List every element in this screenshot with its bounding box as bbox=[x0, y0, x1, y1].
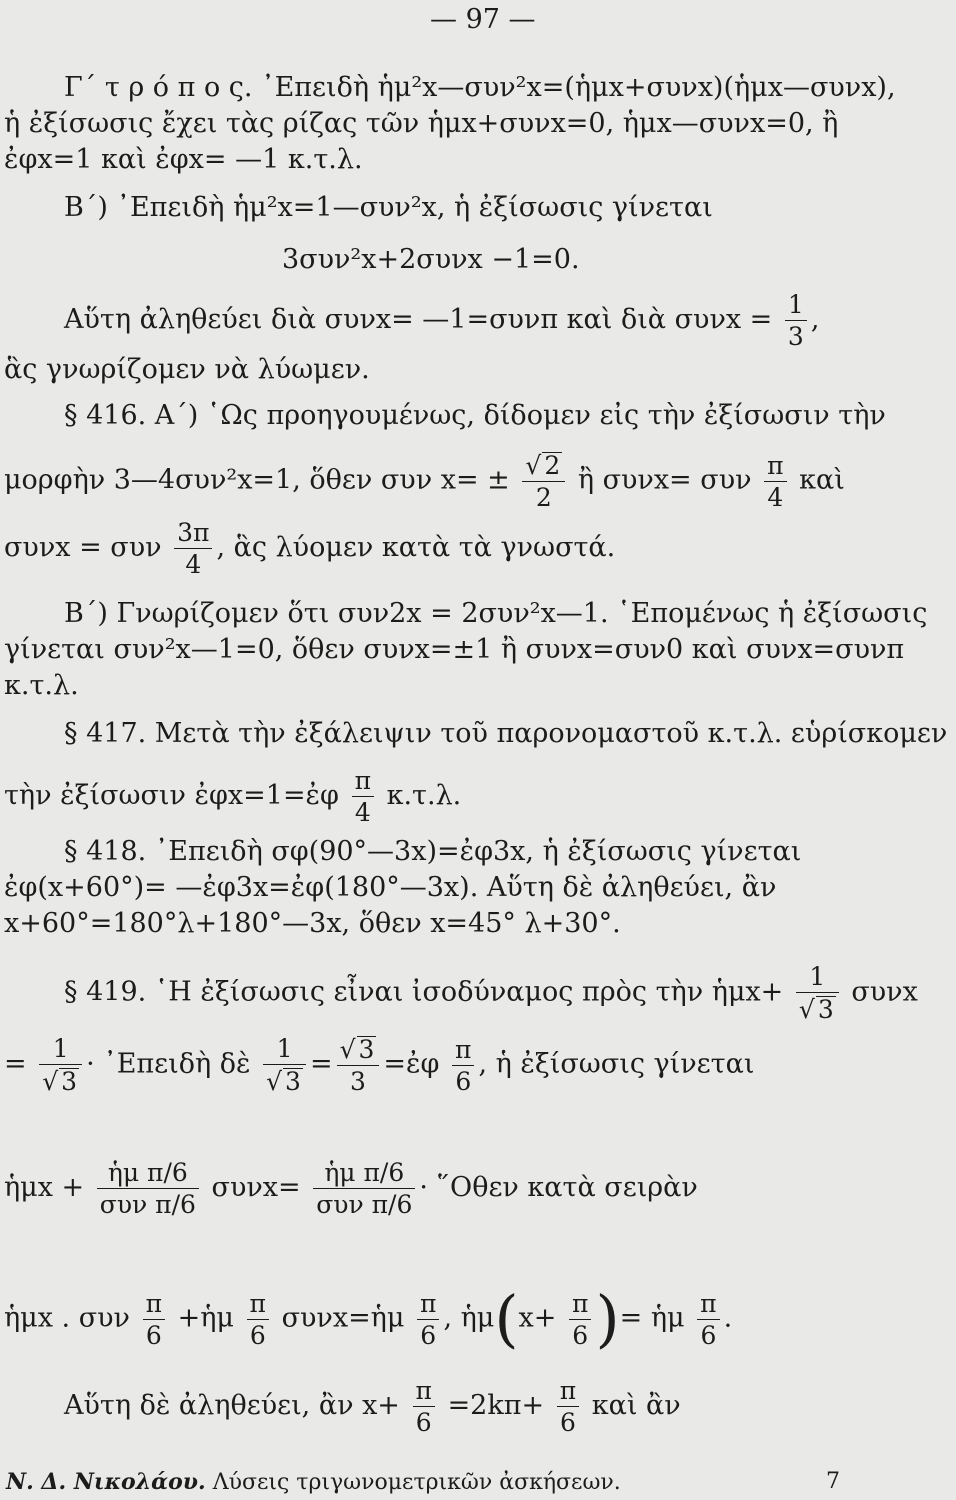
denominator: 6 bbox=[557, 1406, 579, 1435]
text-line: ἐφ(x+60°)= —ἐφ3x=ἐφ(180°—3x). Αὕτη δὲ ἀληθεύει, ἂν bbox=[4, 872, 777, 903]
numerator: ἡμ π/6 bbox=[107, 1158, 188, 1187]
text: ἡμx . συν bbox=[4, 1302, 130, 1334]
text: Αὕτη δὲ ἀληθεύει, ἂν x+ bbox=[64, 1390, 400, 1421]
fraction bbox=[452, 1034, 474, 1096]
text: · ῞Οθεν κατὰ σειρὰν bbox=[419, 1172, 698, 1203]
text-line: κ.τ.λ. bbox=[4, 670, 79, 701]
text: . bbox=[723, 1302, 733, 1334]
denominator: 3 bbox=[337, 1065, 380, 1094]
text: Αὕτη ἀληθεύει διὰ συνx= —1=συνπ καὶ διὰ συνx = bbox=[64, 304, 773, 335]
text-line bbox=[4, 768, 461, 825]
fraction bbox=[557, 1378, 579, 1435]
fraction bbox=[247, 1288, 269, 1350]
section-418: § 418. ᾿Επειδὴ σφ(90°—3x)=ἐφ3x, ἡ ἐξίσωσις γίνεται bbox=[64, 836, 802, 867]
fraction bbox=[337, 1036, 380, 1094]
text-line: ἡ ἐξίσωσις ἔχει τὰς ρίζας τῶν ἡμx+συνx=0, ἡμx—συνx=0, ἢ bbox=[4, 108, 839, 139]
radicand: 3 bbox=[285, 1067, 301, 1096]
text: +ἡμ bbox=[177, 1302, 234, 1334]
radicand: 2 bbox=[544, 451, 561, 480]
numerator: √ 3 bbox=[339, 1035, 375, 1064]
text-line: ἐφx=1 καὶ ἐφx= —1 κ.τ.λ. bbox=[4, 144, 363, 175]
text: καὶ ἂν bbox=[591, 1390, 681, 1421]
numerator: π bbox=[354, 766, 371, 795]
numerator: 1 bbox=[276, 1034, 293, 1063]
fraction bbox=[313, 1160, 415, 1217]
right-paren: ) bbox=[595, 1282, 620, 1355]
denominator: 6 bbox=[417, 1319, 439, 1348]
section-417: § 417. Μετὰ τὴν ἐξάλειψιν τοῦ παρονομαστοῦ κ.τ.λ. εὑρίσκομεν bbox=[64, 718, 948, 749]
text: , ἡ ἐξίσωσις γίνεται bbox=[478, 1048, 755, 1080]
numerator: ἡμ π/6 bbox=[324, 1158, 405, 1187]
fraction bbox=[417, 1288, 439, 1350]
numerator: π bbox=[700, 1288, 717, 1318]
numerator: π bbox=[767, 450, 784, 480]
text: x+ bbox=[518, 1302, 557, 1334]
text: = bbox=[4, 1048, 27, 1080]
text: = ἡμ bbox=[619, 1302, 685, 1334]
text: , ἡμ bbox=[443, 1302, 495, 1334]
denominator: √ 3 bbox=[39, 1064, 82, 1094]
text: συνx= bbox=[211, 1172, 301, 1203]
denominator: 4 bbox=[352, 796, 374, 825]
text: κ.τ.λ. bbox=[386, 780, 462, 811]
text-line bbox=[64, 1378, 681, 1435]
fraction bbox=[569, 1288, 591, 1350]
denominator: 4 bbox=[174, 548, 212, 577]
text: =2kπ+ bbox=[447, 1390, 545, 1421]
text: ἡμx + bbox=[4, 1172, 85, 1203]
text-line: Γ΄ τ ρ ό π ο ς. ᾿Επειδὴ ἡμ²x—συν²x=(ἡμx+συνx)(ἡμx—συνx), bbox=[64, 72, 896, 103]
denominator: 2 bbox=[522, 481, 565, 510]
denominator: 3 bbox=[785, 320, 807, 349]
text-line: ἃς γνωρίζομεν νὰ λύωμεν. bbox=[4, 354, 370, 385]
text: καὶ bbox=[799, 464, 845, 496]
text: συνx bbox=[851, 976, 918, 1008]
numerator: 1 bbox=[809, 962, 826, 991]
numerator: π bbox=[455, 1034, 472, 1064]
denominator: 6 bbox=[697, 1319, 719, 1348]
fraction bbox=[263, 1036, 306, 1094]
fraction bbox=[97, 1160, 199, 1217]
text-line bbox=[4, 520, 615, 577]
text: συνx = συν bbox=[4, 532, 162, 563]
equation: 3συν²x+2συνx −1=0. bbox=[282, 244, 580, 275]
denominator: 6 bbox=[569, 1319, 591, 1348]
radicand: 3 bbox=[358, 1035, 375, 1064]
fraction bbox=[764, 450, 786, 512]
text-line bbox=[4, 1036, 754, 1094]
text: · ᾿Επειδὴ δὲ bbox=[86, 1048, 251, 1080]
text-line: Β΄) ᾿Επειδὴ ἡμ²x=1—συν²x, ἡ ἐξίσωσις γίνεται bbox=[64, 192, 713, 223]
denominator: √ 3 bbox=[796, 992, 839, 1022]
denominator: συν π/6 bbox=[97, 1188, 199, 1217]
text: , ἃς λύομεν κατὰ τὰ γνωστά. bbox=[216, 532, 616, 563]
fraction bbox=[413, 1378, 435, 1435]
footer-author: Ν. Δ. Νικολάου. bbox=[6, 1469, 206, 1495]
text-line: γίνεται συν²x—1=0, ὅθεν συνx=±1 ἢ συνx=συν0 καὶ συνx=συνπ bbox=[4, 634, 905, 665]
numerator: π bbox=[415, 1376, 432, 1405]
footer-title: Λύσεις τριγωνομετρικῶν ἀσκήσεων. bbox=[212, 1470, 621, 1495]
radicand: 3 bbox=[817, 995, 834, 1024]
numerator: π bbox=[420, 1288, 437, 1318]
numerator: π bbox=[249, 1288, 266, 1318]
fraction bbox=[796, 964, 839, 1022]
footer bbox=[6, 1466, 621, 1499]
denominator: 6 bbox=[143, 1319, 165, 1348]
section-419 bbox=[64, 964, 918, 1022]
fraction bbox=[143, 1288, 165, 1350]
denominator: √ 3 bbox=[263, 1064, 306, 1094]
text-line: Αὕτη ἀληθεύει διὰ συνx= —1=συνπ καὶ διὰ συνx = $\frac{1}{3}$ , bbox=[64, 290, 820, 351]
text: ἢ συνx= συν bbox=[577, 464, 752, 496]
numerator: π bbox=[572, 1288, 589, 1318]
text: τὴν ἐξίσωσιν ἐφx=1=ἐφ bbox=[4, 780, 339, 811]
text-line bbox=[4, 1282, 733, 1355]
text: =ἐφ bbox=[383, 1048, 440, 1080]
numerator: π bbox=[559, 1376, 577, 1405]
denominator: 6 bbox=[452, 1065, 474, 1094]
numerator: √ 2 bbox=[525, 451, 561, 480]
section-416: § 416. Α΄) ῾Ως προηγουμένως, δίδομεν εἰς τὴν ἐξίσωσιν τὴν bbox=[64, 400, 886, 431]
numerator: 1 bbox=[787, 290, 804, 319]
numerator: 1 bbox=[52, 1034, 69, 1063]
sheet-number: 7 bbox=[826, 1469, 840, 1494]
denominator: 6 bbox=[413, 1406, 435, 1435]
fraction bbox=[39, 1036, 82, 1094]
fraction bbox=[697, 1288, 719, 1350]
text-line bbox=[4, 452, 845, 510]
denominator: 4 bbox=[764, 481, 786, 510]
fraction bbox=[352, 768, 374, 825]
denominator: συν π/6 bbox=[313, 1188, 415, 1217]
fraction bbox=[174, 520, 212, 577]
page-number: — 97 — bbox=[430, 4, 536, 35]
numerator: π bbox=[145, 1288, 162, 1318]
text-line bbox=[4, 1160, 698, 1217]
text-line: x+60°=180°λ+180°—3x, ὅθεν x=45° λ+30°. bbox=[4, 908, 621, 939]
fraction bbox=[785, 292, 807, 349]
text: συνx=ἡμ bbox=[281, 1302, 405, 1334]
left-paren: ( bbox=[494, 1282, 519, 1355]
text-line: Β΄) Γνωρίζομεν ὅτι συν2x = 2συν²x—1. ῾Επομένως ἡ ἐξίσωσις bbox=[64, 598, 928, 629]
text: § 419. ῾Η ἐξίσωσις εἶναι ἰσοδύναμος πρὸς τὴν ἡμx+ bbox=[64, 976, 784, 1008]
radicand: 3 bbox=[61, 1067, 78, 1096]
text: = bbox=[309, 1048, 333, 1080]
fraction bbox=[522, 452, 565, 510]
denominator: 6 bbox=[247, 1319, 269, 1348]
numerator: 3π bbox=[177, 518, 210, 547]
text: μορφὴν 3—4συν²x=1, ὅθεν συν x= ± bbox=[4, 464, 510, 496]
